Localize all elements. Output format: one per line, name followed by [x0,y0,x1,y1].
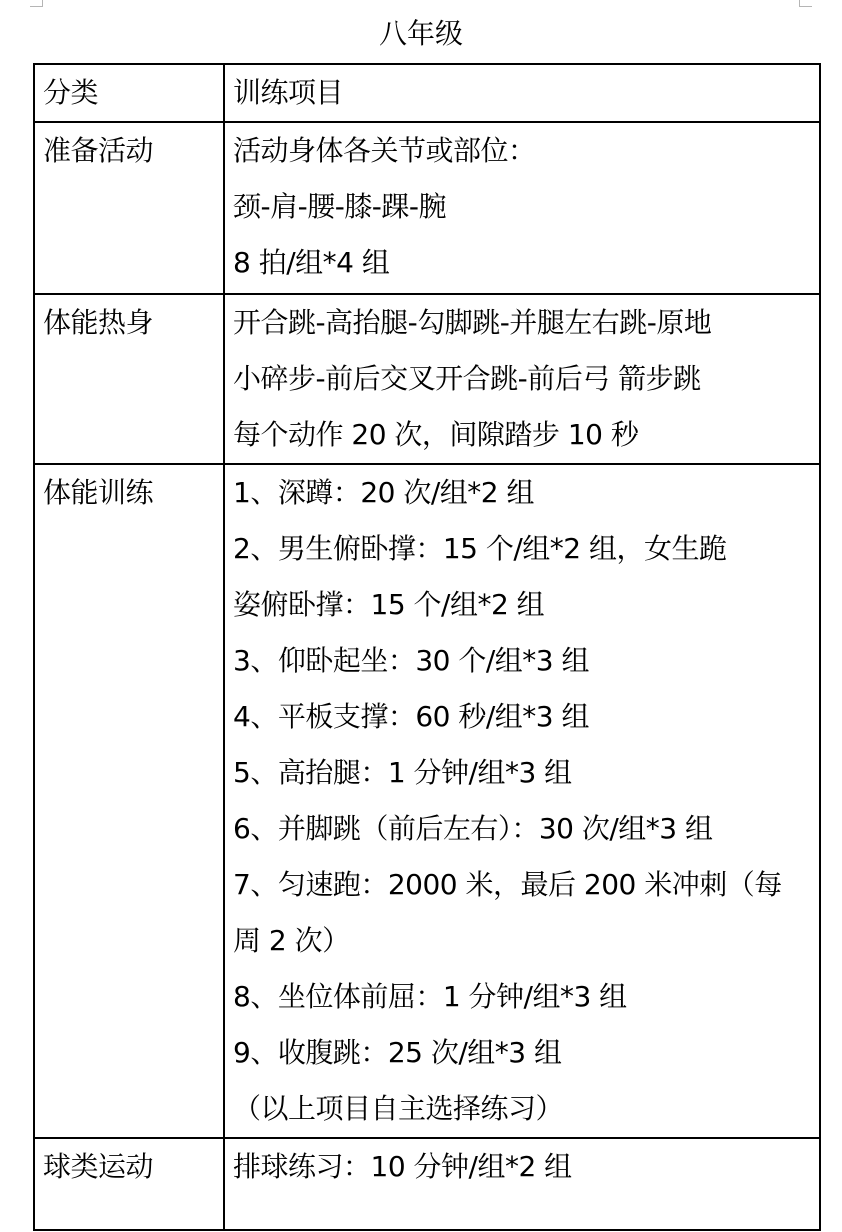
page-corner-mark-right [799,0,812,7]
table-header-row [34,64,820,122]
item-line: 小碎步-前后交叉开合跳-前后弓 箭步跳 [233,362,701,395]
page-title: 八年级 [378,17,463,50]
item-line: 8 拍/组*4 组 [233,246,390,279]
table-row-warmup [34,122,820,294]
item-line: 活动身体各关节或部位： [233,134,536,167]
item-line: 1、深蹲：20 次/组*2 组 [233,476,534,509]
item-line: 每个动作 20 次，间隙踏步 10 秒 [233,418,639,451]
item-line: 排球练习：10 分钟/组*2 组 [233,1150,572,1183]
category-cell [34,122,224,294]
item-line: 姿俯卧撑：15 个/组*2 组 [233,588,545,621]
item-line: 5、高抬腿：1 分钟/组*3 组 [233,756,572,789]
category-cell [34,1138,224,1230]
item-line: 2、男生俯卧撑：15 个/组*2 组，女生跪 [233,532,727,565]
table-row-ball-sports [34,1138,820,1230]
category-label: 体能训练 [43,476,154,509]
header-items-cell [224,64,820,122]
header-category-cell [34,64,224,122]
header-items-label: 训练项目 [233,76,344,109]
category-label: 球类运动 [43,1150,154,1183]
item-line: 9、收腹跳：25 次/组*3 组 [233,1036,562,1069]
header-category-label: 分类 [43,76,99,109]
item-line: 3、仰卧起坐：30 个/组*3 组 [233,644,589,677]
items-cell [224,464,820,1138]
category-label: 准备活动 [43,134,154,167]
category-cell [34,464,224,1138]
table-row-fitness-warmup [34,294,820,464]
item-line: 7、匀速跑：2000 米，最后 200 米冲刺（每 [233,868,782,901]
item-line: 开合跳-高抬腿-勾脚跳-并腿左右跳-原地 [233,306,712,339]
training-plan-table [33,63,821,1231]
item-line: （以上项目自主选择练习） [233,1092,564,1125]
category-cell [34,294,224,464]
table-row-fitness-training [34,464,820,1138]
category-label: 体能热身 [43,306,154,339]
items-cell [224,1138,820,1230]
items-cell [224,122,820,294]
page-corner-mark-left [30,0,43,7]
item-line: 4、平板支撑：60 秒/组*3 组 [233,700,589,733]
item-line: 颈-肩-腰-膝-踝-腕 [233,190,447,223]
items-cell [224,294,820,464]
item-line: 8、坐位体前屈：1 分钟/组*3 组 [233,980,627,1013]
item-line: 6、并脚跳（前后左右）：30 次/组*3 组 [233,812,713,845]
item-line: 周 2 次） [233,924,350,957]
